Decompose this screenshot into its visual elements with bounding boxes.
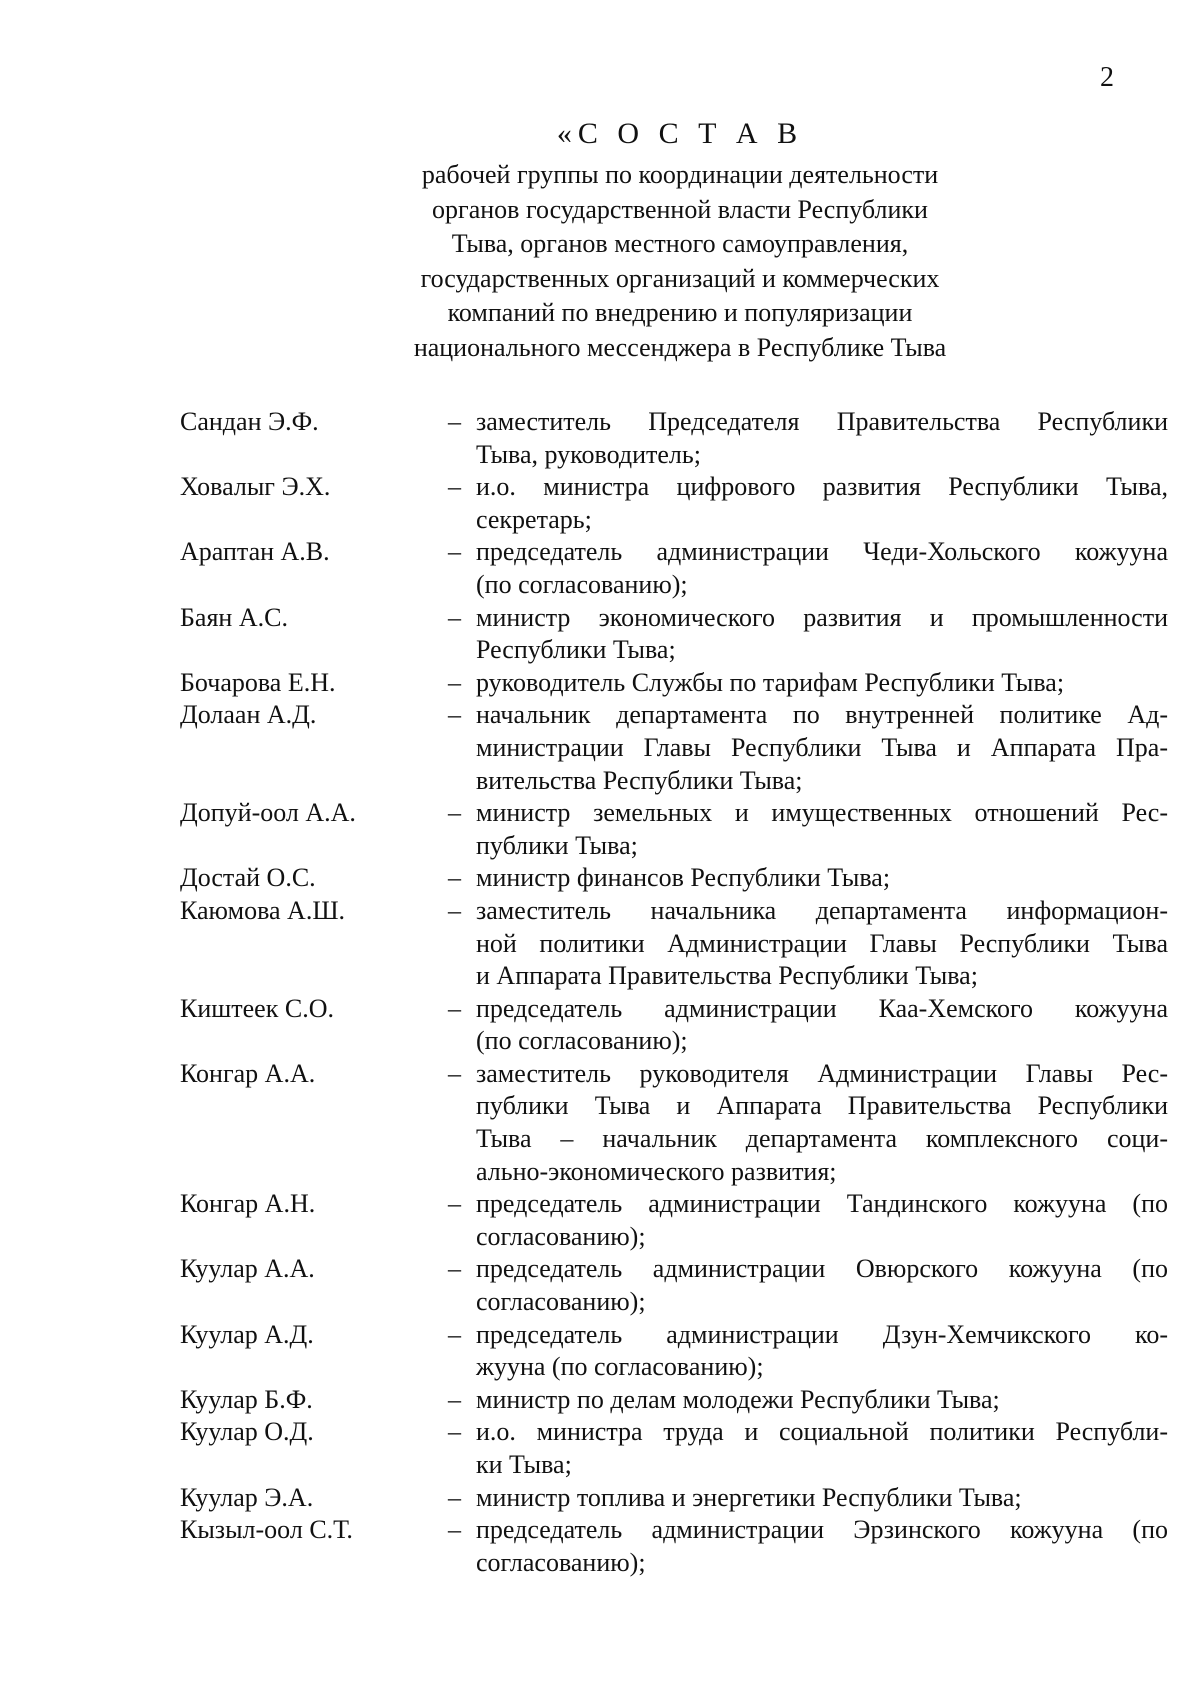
role-text [476, 1482, 1168, 1515]
role-line: секретарь; [476, 504, 592, 534]
role-text [476, 406, 1168, 471]
role-line: начальник департамента по внутренней политике Ад- [476, 700, 1168, 730]
role-line: председатель администрации Каа-Хемского кожууна [476, 993, 1168, 1023]
role-dash: – [448, 667, 461, 697]
role-line: Тыва, руководитель; [476, 439, 701, 469]
member-name: Куулар Б.Ф. [180, 1384, 313, 1414]
member-role [448, 1514, 1168, 1579]
role-dash: – [448, 1254, 461, 1284]
role-dash: – [448, 1058, 461, 1088]
role-dash: – [448, 1189, 461, 1219]
role-text [476, 797, 1168, 862]
role-line: министрации Главы Республики Тыва и Аппарата Пра- [476, 732, 1168, 762]
member-name: Каюмова А.Ш. [180, 895, 346, 925]
member-name: Куулар Э.А. [180, 1482, 314, 1512]
role-line: согласованию); [476, 1287, 646, 1317]
role-line: председатель администрации Овюрского кожууна (по [476, 1254, 1168, 1284]
member-role [448, 471, 1168, 536]
role-line: Тыва – начальник департамента комплексного соци- [476, 1124, 1168, 1154]
role-line: и.о. министра труда и социальной политики Республи- [476, 1417, 1168, 1447]
role-text [476, 699, 1168, 797]
member-row [180, 1188, 1168, 1253]
role-text [476, 862, 1168, 895]
member-row [180, 1482, 1168, 1515]
subtitle-line: рабочей группы по координации деятельности [421, 160, 939, 189]
role-text [476, 602, 1168, 667]
member-row [180, 1058, 1168, 1188]
role-text [476, 1253, 1168, 1318]
member-role [448, 602, 1168, 667]
members-list [180, 406, 1168, 1579]
role-dash: – [448, 472, 461, 502]
member-name: Сандан Э.Ф. [180, 407, 319, 436]
member-row [180, 862, 1168, 895]
role-dash: – [448, 1417, 461, 1447]
role-line: публики Тыва и Аппарата Правительства Республики [476, 1091, 1168, 1121]
role-dash: – [448, 1515, 461, 1545]
member-name: Куулар А.Д. [180, 1319, 314, 1349]
role-line: председатель администрации Эрзинского кожууна (по [476, 1515, 1168, 1545]
role-text [476, 1188, 1168, 1253]
role-line: ально-экономического развития; [476, 1156, 837, 1186]
role-text [476, 895, 1168, 993]
member-row [180, 699, 1168, 797]
role-text [476, 993, 1168, 1058]
role-line: согласованию); [476, 1221, 646, 1251]
member-row [180, 1384, 1168, 1417]
role-line: и Аппарата Правительства Республики Тыва; [476, 961, 978, 991]
subtitle-line: органов государственной власти Республики [432, 194, 928, 224]
role-text [476, 1319, 1168, 1384]
member-row [180, 536, 1168, 601]
member-name: Баян А.С. [180, 602, 288, 632]
role-dash: – [448, 1482, 461, 1512]
title-block [300, 116, 1060, 366]
member-role [448, 536, 1168, 601]
role-text [476, 667, 1168, 700]
member-role [448, 667, 1168, 700]
role-line: председатель администрации Дзун-Хемчикского ко- [476, 1319, 1168, 1349]
member-role [448, 1384, 1168, 1417]
role-line: ки Тыва; [476, 1450, 572, 1479]
role-dash: – [448, 407, 461, 436]
member-name: Куулар О.Д. [180, 1417, 314, 1447]
role-text [476, 1384, 1168, 1417]
member-name: Долаан А.Д. [180, 700, 317, 730]
role-line: и.о. министра цифрового развития Республики Тыва, [476, 472, 1168, 502]
member-name: Ховалыг Э.Х. [180, 472, 331, 502]
role-dash: – [448, 1319, 461, 1349]
member-name: Конгар А.Н. [180, 1189, 316, 1219]
role-dash: – [448, 863, 461, 893]
role-line: Республики Тыва; [476, 635, 676, 665]
member-role [448, 1482, 1168, 1515]
role-text [476, 1514, 1168, 1579]
role-dash: – [448, 537, 461, 567]
member-name: Конгар А.А. [180, 1058, 316, 1088]
member-name: Достай О.С. [180, 863, 316, 893]
role-line: (по согласованию); [476, 1026, 688, 1056]
member-row [180, 1253, 1168, 1318]
member-role [448, 797, 1168, 862]
member-name: Кызыл-оол С.Т. [180, 1515, 353, 1545]
subtitle-line: государственных организаций и коммерческих [420, 263, 940, 293]
role-text [476, 1416, 1168, 1481]
member-name: Допуй-оол А.А. [180, 798, 356, 828]
member-role [448, 699, 1168, 797]
role-line: председатель администрации Тандинского кожууна (по [476, 1189, 1168, 1219]
member-row [180, 1416, 1168, 1481]
member-role [448, 993, 1168, 1058]
role-line: (по согласованию); [476, 569, 688, 599]
member-row [180, 406, 1168, 471]
member-role [448, 1058, 1168, 1188]
role-line: жууна (по согласованию); [476, 1352, 764, 1382]
role-line: министр земельных и имущественных отношений Рес- [476, 798, 1168, 828]
role-line: министр по делам молодежи Республики Тыва; [476, 1384, 1000, 1414]
role-line: ной политики Администрации Главы Республики Тыва [476, 928, 1168, 958]
member-role [448, 862, 1168, 895]
role-dash: – [448, 993, 461, 1023]
role-line: министр топлива и энергетики Республики Тыва; [476, 1482, 1022, 1512]
member-name: Куулар А.А. [180, 1254, 315, 1284]
role-dash: – [448, 700, 461, 730]
role-line: публики Тыва; [476, 830, 638, 860]
role-text [476, 536, 1168, 601]
role-line: заместитель руководителя Администрации Главы Рес- [476, 1058, 1168, 1088]
member-role [448, 406, 1168, 471]
member-name: Араптан А.В. [180, 537, 330, 567]
role-line: заместитель Председателя Правительства Республики [476, 407, 1168, 436]
role-line: согласованию); [476, 1547, 646, 1577]
role-dash: – [448, 602, 461, 632]
member-name: Киштеек С.О. [180, 993, 334, 1023]
member-row [180, 471, 1168, 536]
role-line: вительства Республики Тыва; [476, 765, 803, 795]
page-number: 2 [1100, 62, 1114, 93]
member-row [180, 1319, 1168, 1384]
member-role [448, 1188, 1168, 1253]
role-line: министр финансов Республики Тыва; [476, 863, 891, 893]
document-subtitle [300, 158, 1060, 366]
document-title: «С О С Т А В [556, 117, 804, 150]
member-row [180, 895, 1168, 993]
member-role [448, 1416, 1168, 1481]
role-line: руководитель Службы по тарифам Республики Тыва; [476, 667, 1065, 697]
role-line: заместитель начальника департамента информацион- [476, 895, 1168, 925]
role-text [476, 1058, 1168, 1188]
role-dash: – [448, 798, 461, 828]
role-line: председатель администрации Чеди-Хольского кожууна [476, 537, 1168, 567]
role-dash: – [448, 1384, 461, 1414]
member-row [180, 797, 1168, 862]
member-row [180, 667, 1168, 700]
member-row [180, 1514, 1168, 1579]
role-text [476, 471, 1168, 536]
role-dash: – [448, 895, 461, 925]
member-role [448, 895, 1168, 993]
role-line: министр экономического развития и промышленности [476, 602, 1168, 632]
member-row [180, 993, 1168, 1058]
member-role [448, 1319, 1168, 1384]
member-name: Бочарова Е.Н. [180, 667, 336, 697]
subtitle-line: компаний по внедрению и популяризации [447, 298, 913, 328]
subtitle-line: Тыва, органов местного самоуправления, [451, 229, 909, 259]
member-row [180, 602, 1168, 667]
member-role [448, 1253, 1168, 1318]
subtitle-line: национального мессенджера в Республике Тыва [413, 332, 947, 362]
